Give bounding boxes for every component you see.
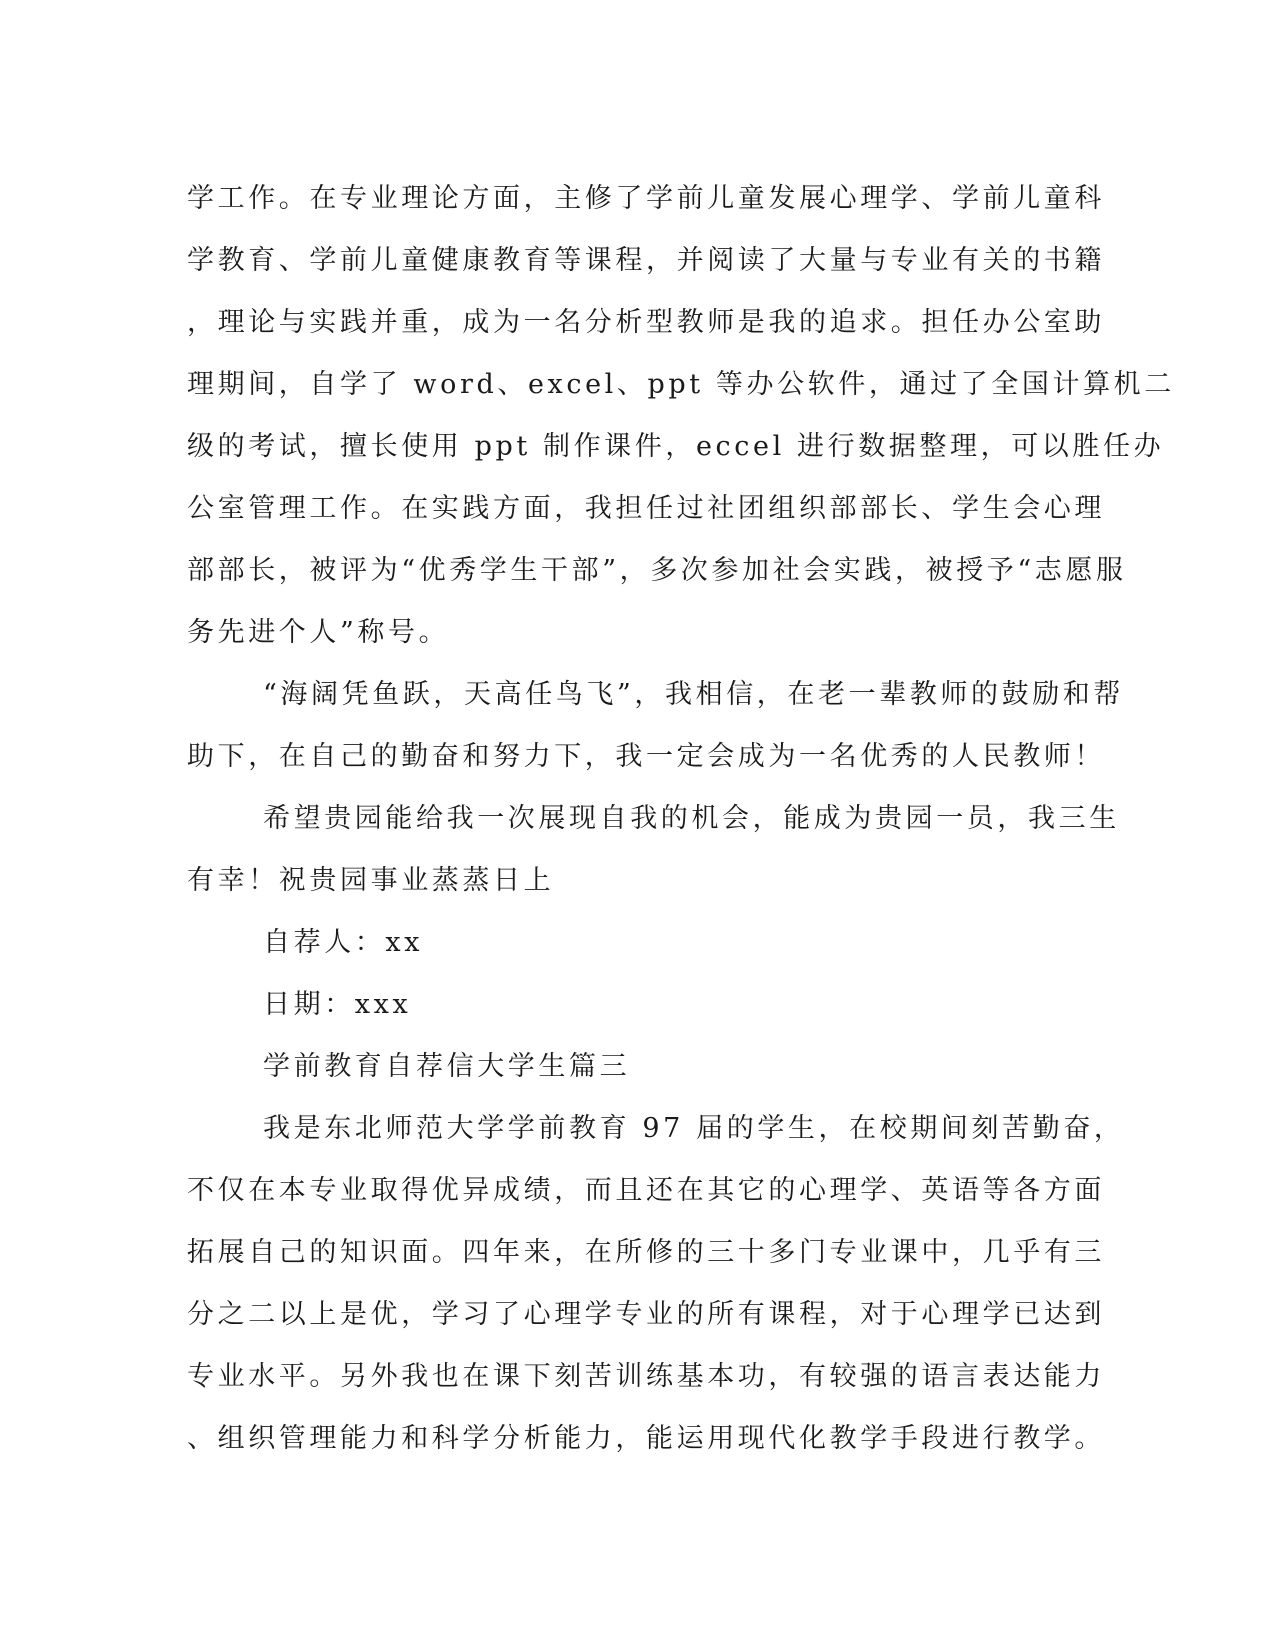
paragraph-first-line: 我是东北师范大学学前教育 97 届的学生，在校期间刻苦勤奋，: [263, 1113, 1125, 1144]
text-line: 理期间，自学了 word、excel、ppt 等办公软件，通过了全国计算机二: [187, 369, 1175, 400]
text-line: 不仅在本专业取得优异成绩，而且还在其它的心理学、英语等各方面: [187, 1175, 1105, 1206]
text-line: 有幸！祝贵园事业蒸蒸日上: [187, 865, 555, 896]
date-line: 日期：xxx: [263, 989, 412, 1020]
text-line: 拓展自己的知识面。四年来，在所修的三十多门专业课中，几乎有三: [187, 1237, 1105, 1268]
text-line: 学工作。在专业理论方面，主修了学前儿童发展心理学、学前儿童科: [187, 183, 1105, 214]
text-line: 务先进个人”称号。: [187, 617, 450, 648]
document-body: [187, 168, 1175, 1470]
signature-line: 自荐人：xx: [263, 927, 424, 958]
text-line: 级的考试，擅长使用 ppt 制作课件，eccel 进行数据整理，可以胜任办: [187, 431, 1165, 462]
text-line: 分之二以上是优，学习了心理学专业的所有课程，对于心理学已达到: [187, 1299, 1105, 1330]
text-line: 学教育、学前儿童健康教育等课程，并阅读了大量与专业有关的书籍: [187, 245, 1105, 276]
paragraph-first-line: “海阔凭鱼跃，天高任鸟飞”，我相信，在老一辈教师的鼓励和帮: [263, 679, 1125, 710]
text-line: 助下，在自己的勤奋和努力下，我一定会成为一名优秀的人民教师！: [187, 741, 1105, 772]
text-line: 、组织管理能力和科学分析能力，能运用现代化教学手段进行教学。: [187, 1423, 1105, 1454]
text-line: 专业水平。另外我也在课下刻苦训练基本功，有较强的语言表达能力: [187, 1361, 1105, 1392]
paragraph-first-line: 希望贵园能给我一次展现自我的机会，能成为贵园一员，我三生: [263, 803, 1120, 834]
text-line: 公室管理工作。在实践方面，我担任过社团组织部部长、学生会心理: [187, 493, 1105, 524]
text-line: ，理论与实践并重，成为一名分析型教师是我的追求。担任办公室助: [187, 307, 1105, 338]
text-line: 部部长，被评为“优秀学生干部”，多次参加社会实践，被授予“志愿服: [187, 555, 1127, 586]
section-heading: 学前教育自荐信大学生篇三: [263, 1051, 631, 1082]
